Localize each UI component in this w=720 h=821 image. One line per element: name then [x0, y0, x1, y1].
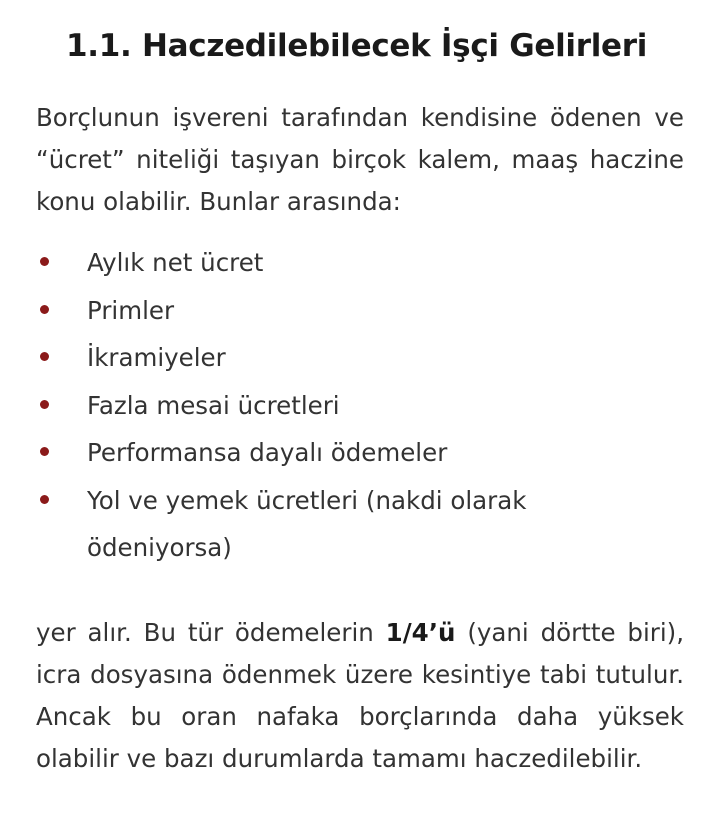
bullet-dot-icon — [40, 257, 49, 266]
bullet-dot-icon — [40, 400, 49, 409]
list-item — [36, 334, 684, 382]
closing-text-start: yer alır. Bu tür ödemelerin — [36, 618, 386, 647]
list-item — [36, 477, 684, 572]
list-item — [36, 287, 684, 335]
fraction-emphasis: 1/4’ü — [385, 618, 456, 647]
closing-paragraph — [36, 612, 684, 780]
list-item-text: Fazla mesai ücretleri — [87, 390, 340, 420]
section-heading: 1.1. Haczedilebilecek İşçi Gelirleri — [66, 28, 648, 64]
list-item — [36, 239, 684, 287]
list-item — [36, 429, 684, 477]
list-item-text: Yol ve yemek ücretleri (nakdi olarak ödeniyorsa) — [87, 485, 527, 562]
list-item — [36, 382, 684, 430]
list-item-text: İkramiyeler — [87, 343, 226, 372]
bullet-dot-icon — [40, 447, 49, 456]
list-item-text: Primler — [87, 295, 175, 325]
bullet-dot-icon — [40, 305, 49, 314]
list-item-text: Aylık net ücret — [87, 248, 264, 277]
closing-text-end: (yani dörtte biri), icra dosyasına ödenmek üzere kesintiye tabi tutulur. Ancak bu oran nafaka borçlarında daha yüksek olabilir ve bazı durumlarda tamamı haczedilebilir. — [36, 618, 684, 773]
bullet-dot-icon — [40, 495, 49, 504]
list-item-text: Performansa dayalı ödemeler — [87, 438, 448, 467]
bullet-dot-icon — [40, 352, 49, 361]
intro-paragraph: Borçlunun işvereni tarafından kendisine ödenen ve “ücret” niteliği taşıyan birçok kalem, maaş haczine konu olabilir. Bunlar arasında: — [36, 103, 684, 216]
income-items-list — [36, 239, 684, 572]
